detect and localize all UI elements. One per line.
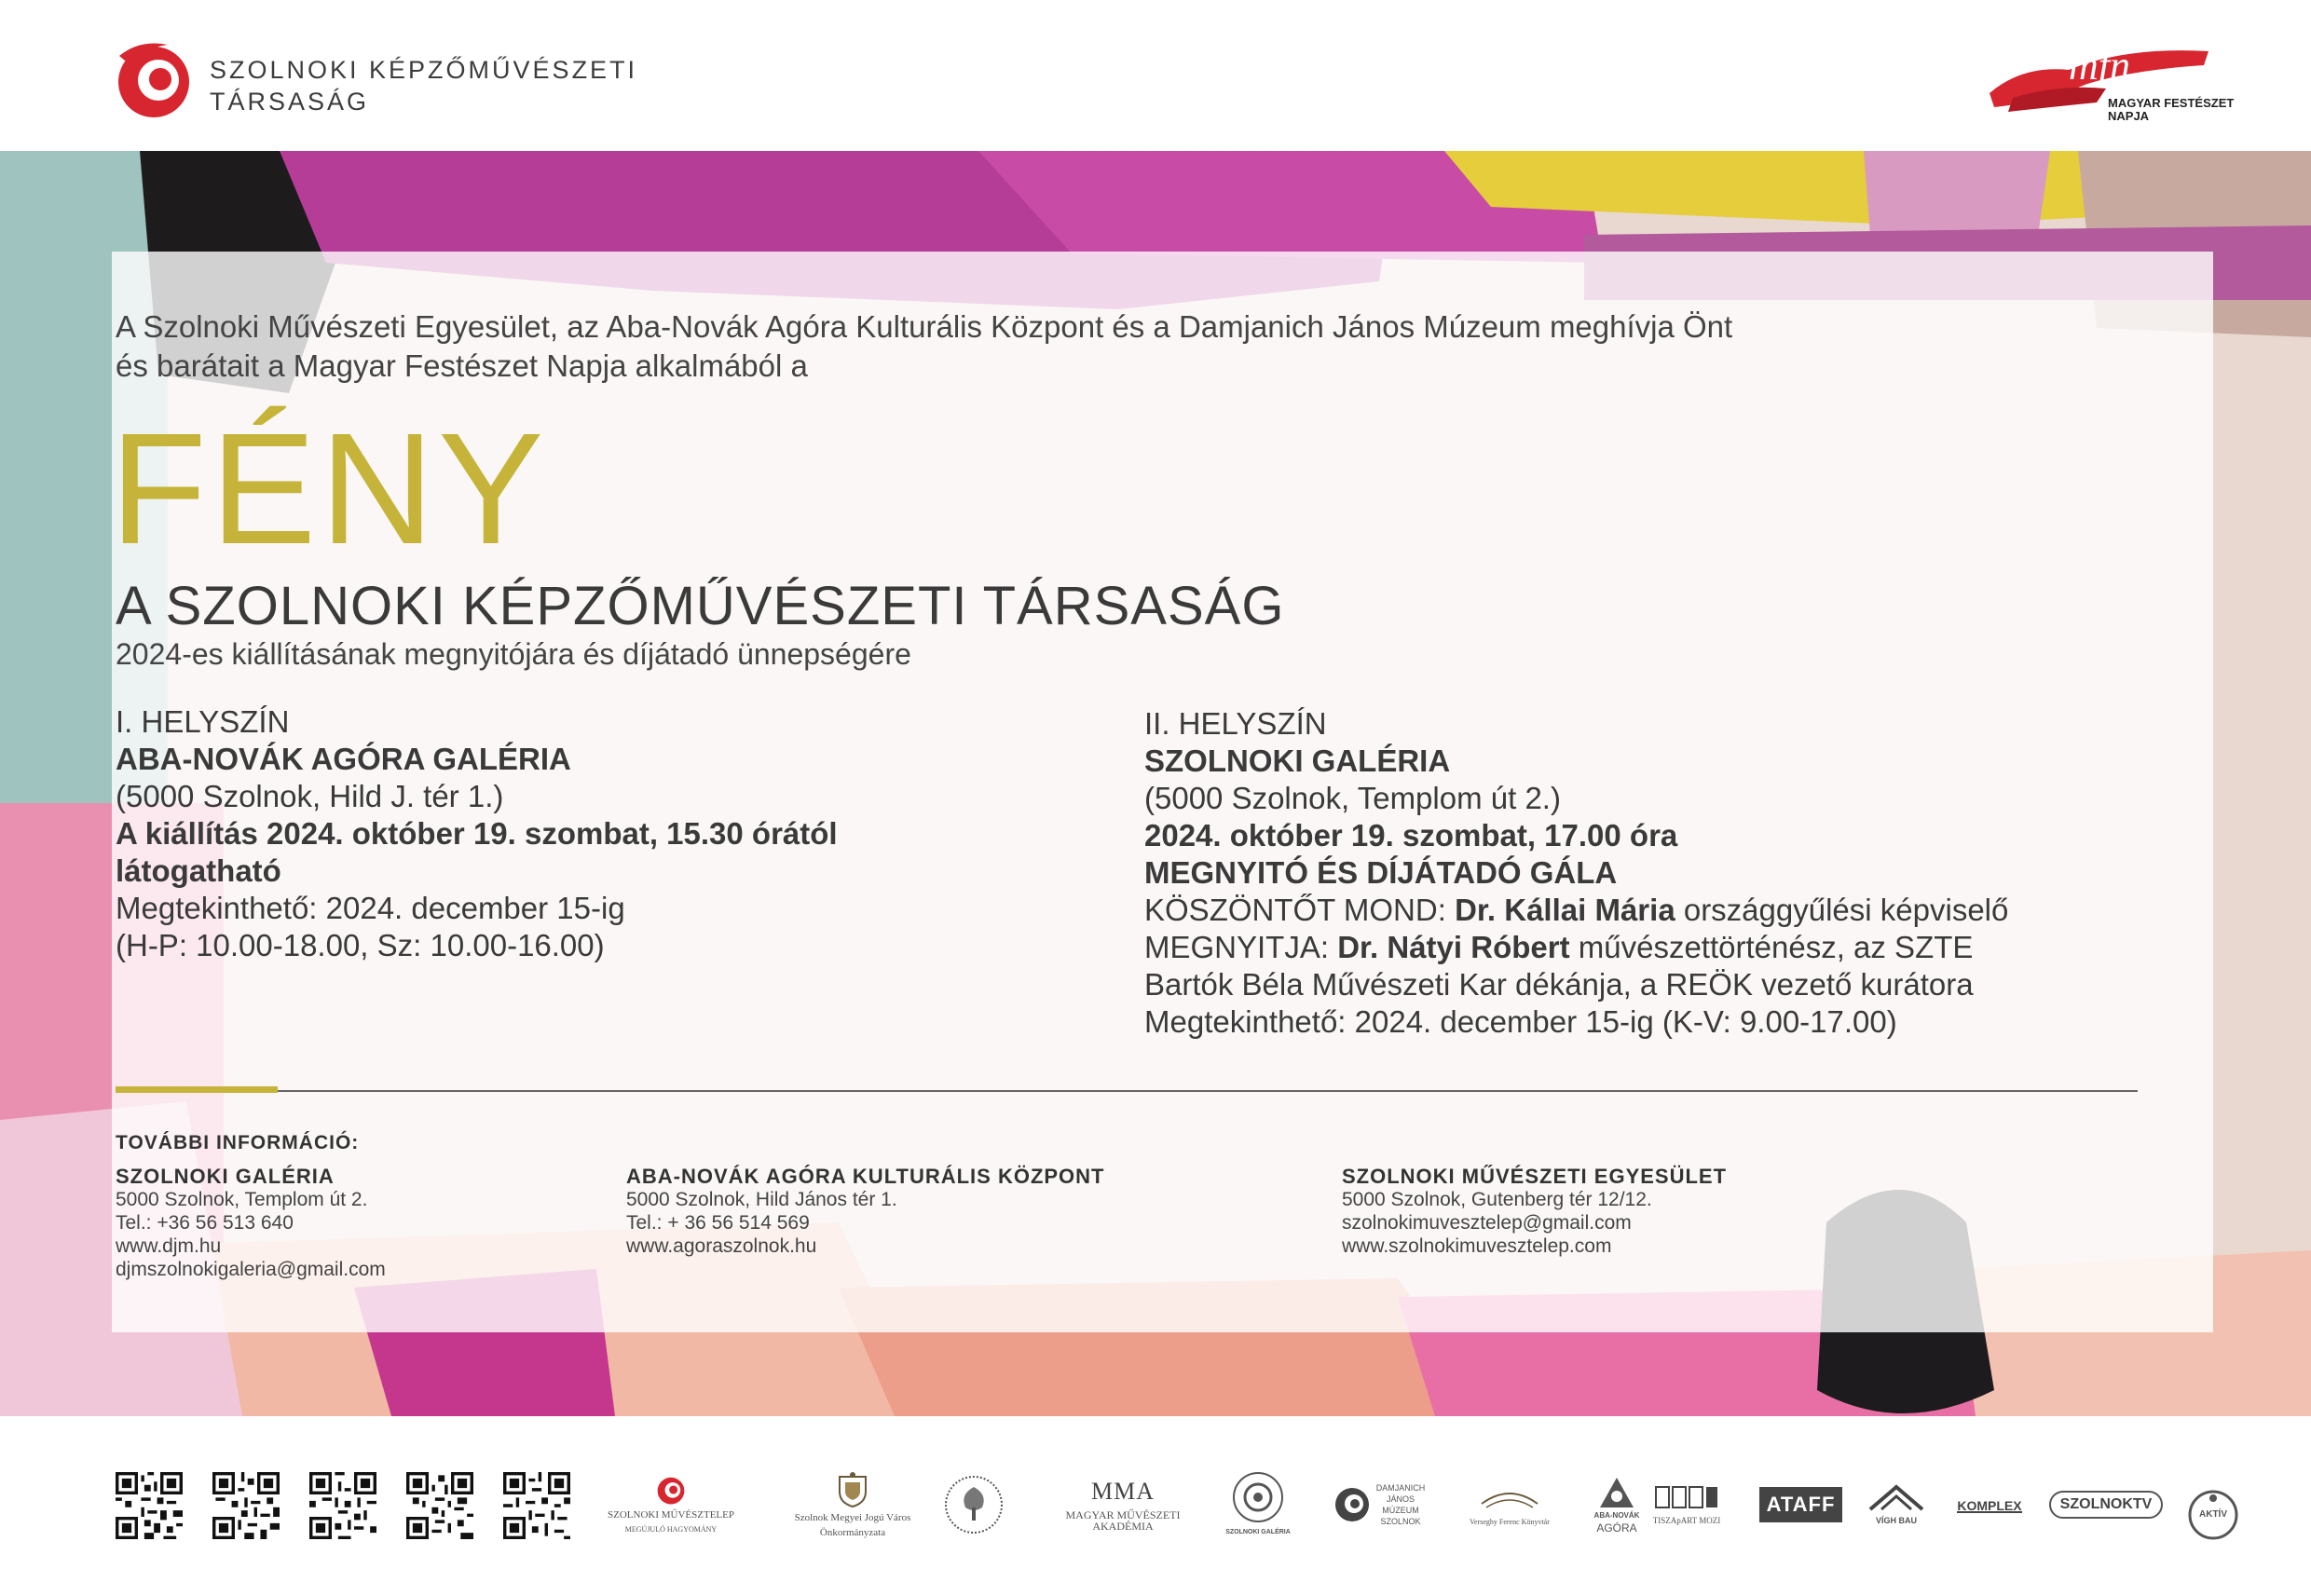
- sponsor-label: SZOLNOKI MŰVÉSZTELEP: [608, 1509, 734, 1521]
- venue1-viewable: Megtekinthető: 2024. december 15-ig: [116, 891, 625, 925]
- qr-code-icon[interactable]: [406, 1472, 473, 1539]
- contact-phone: Tel.: + 36 56 514 569: [626, 1212, 810, 1234]
- divider-line: [278, 1090, 2138, 1092]
- sponsor-label: VÍGH BAU: [1875, 1516, 1917, 1525]
- sponsor-ataff[interactable]: [1757, 1463, 1845, 1547]
- mfn-logo-text: mfn: [2069, 43, 2130, 89]
- venue2-heading: II. HELYSZÍN: [1144, 706, 1327, 741]
- venue2-name: SZOLNOKI GALÉRIA: [1144, 743, 1451, 778]
- venue1-heading: I. HELYSZÍN: [116, 704, 290, 739]
- venue2-viewable: Megtekinthető: 2024. december 15-ig (K-V: 9.00-17.00): [1144, 1004, 1897, 1039]
- ataff-logo-icon: ATAFF: [1759, 1487, 1843, 1522]
- contact-website-link[interactable]: www.agoraszolnok.hu: [626, 1235, 817, 1257]
- intro-line1: A Szolnoki Művészeti Egyesület, az Aba-Novák Agóra Kulturális Központ és a Damjanich János Múzeum meghívja Önt: [116, 309, 1733, 344]
- szkt-logo-icon: [112, 37, 196, 121]
- org-name-line2: TÁRSASÁG: [210, 88, 370, 116]
- agora-logo-icon: [1598, 1476, 1635, 1509]
- contact-phone: Tel.: +36 56 513 640: [116, 1212, 294, 1234]
- sponsor-szolnoki-muvesztelep[interactable]: [606, 1463, 736, 1547]
- sponsor-aktiv-radio[interactable]: [2181, 1463, 2246, 1547]
- sponsor-tree-foundation[interactable]: [937, 1463, 1011, 1547]
- venue2-address: (5000 Szolnok, Templom út 2.): [1144, 781, 1561, 815]
- sponsor-label: Verseghy Ferenc Könyvtár: [1470, 1518, 1550, 1526]
- contact-name: SZOLNOKI MŰVÉSZETI EGYESÜLET: [1342, 1165, 1728, 1188]
- sponsor-label: JÁNOS: [1386, 1494, 1415, 1504]
- sponsor-komplex[interactable]: [1948, 1463, 2031, 1547]
- greeting-label: KÖSZÖNTŐT MOND:: [1144, 893, 1456, 927]
- sponsor-label: MAGYAR MŰVÉSZETI AKADÉMIA: [1065, 1508, 1181, 1533]
- sponsor-verseghy-konyvtar[interactable]: [1454, 1463, 1566, 1547]
- exhibition-subline: 2024-es kiállításának megnyitójára és díjátadó ünnepségére: [116, 637, 911, 671]
- sponsor-label: AKTÍV: [2199, 1509, 2227, 1520]
- galeria-logo-icon: [1232, 1471, 1284, 1523]
- opener-role: művészettörténész, az SZTE: [1569, 930, 1974, 964]
- sponsor-damjanich-muzeum[interactable]: [1323, 1463, 1435, 1547]
- contact-szolnoki-muveszeti-egyesulet: [1342, 1165, 1727, 1258]
- intro-line2: és barátait a Magyar Festészet Napja alkalmából a: [116, 348, 808, 383]
- org-name: [210, 54, 637, 117]
- vigh-bau-logo-icon: [1867, 1483, 1926, 1511]
- muvesztelep-logo-icon: [655, 1474, 687, 1506]
- contact-szolnoki-galeria: [116, 1165, 386, 1281]
- mfn-caption-line1: MAGYAR FESTÉSZET: [2108, 96, 2235, 110]
- venue2-greeting: [1144, 892, 2169, 929]
- gold-accent-rule: [116, 1086, 278, 1093]
- qr-code-icon[interactable]: [116, 1472, 183, 1539]
- org-name-line1: SZOLNOKI KÉPZŐMŰVÉSZETI: [210, 56, 638, 84]
- sponsor-label: SZOLNOKI GALÉRIA: [1225, 1529, 1291, 1535]
- city-crest-icon: [836, 1471, 869, 1508]
- sponsor-sublabel: MEGÚJULÓ HAGYOMÁNY: [624, 1525, 718, 1534]
- sponsor-label: MÚZEUM: [1382, 1506, 1419, 1515]
- contacts-heading: TOVÁBBI INFORMÁCIÓ:: [116, 1132, 360, 1153]
- sponsor-tiszapart-mozi[interactable]: [1640, 1463, 1733, 1547]
- tree-seal-icon: [943, 1474, 1005, 1535]
- venue1-date-line1: A kiállítás 2024. október 19. szombat, 15.30 órától: [116, 816, 838, 851]
- damjanich-logo-icon: [1333, 1486, 1371, 1523]
- contact-name: SZOLNOKI GALÉRIA: [116, 1165, 335, 1188]
- qr-code-icon[interactable]: [503, 1472, 570, 1539]
- mfn-caption-line2: NAPJA: [2108, 109, 2150, 123]
- sponsor-vigh-bau[interactable]: [1859, 1463, 1934, 1547]
- mma-logo-icon: MMA: [1090, 1478, 1155, 1505]
- venue1-hours: (H-P: 10.00-18.00, Sz: 10.00-16.00): [116, 928, 605, 962]
- sponsor-label: TISZApART MOZI: [1652, 1516, 1721, 1525]
- venue1-block: [116, 703, 1001, 964]
- cinema-logo-icon: [1654, 1483, 1719, 1511]
- sponsor-sublabel: Önkormányzata: [819, 1527, 886, 1538]
- contact-address: 5000 Szolnok, Gutenberg tér 12/12.: [1342, 1189, 1652, 1210]
- contact-email-link[interactable]: djmszolnokigaleria@gmail.com: [116, 1259, 386, 1280]
- venue2-block: [1144, 705, 2169, 1041]
- sponsor-szolnok-tv[interactable]: [2050, 1463, 2162, 1547]
- exhibition-title: FÉNY: [110, 401, 548, 578]
- contact-address: 5000 Szolnok, Hild János tér 1.: [626, 1189, 897, 1210]
- greeting-name: Dr. Kállai Mária: [1455, 893, 1675, 927]
- sponsor-label: DAMJANICH: [1375, 1483, 1426, 1493]
- contact-website-link[interactable]: www.djm.hu: [116, 1235, 222, 1257]
- venue2-opener: [1144, 929, 2169, 966]
- contact-name: ABA-NOVÁK AGÓRA KULTURÁLIS KÖZPONT: [626, 1165, 1105, 1188]
- greeting-role: országgyűlési képviselő: [1675, 893, 2009, 927]
- venue2-event: MEGNYITÓ ÉS DÍJÁTADÓ GÁLA: [1144, 855, 1618, 890]
- szolnoktv-logo-icon: SZOLNOKTV: [2049, 1491, 2164, 1519]
- sponsor-label: Szolnok Megyei Jogú Város: [794, 1512, 911, 1523]
- venue1-address: (5000 Szolnok, Hild J. tér 1.): [116, 779, 504, 813]
- sponsor-label: ABA-NOVÁK: [1593, 1511, 1640, 1520]
- sponsor-mma[interactable]: [1039, 1463, 1207, 1547]
- venue2-opener-role2: Bartók Béla Művészeti Kar dékánja, a REÖK vezető kurátora: [1144, 967, 1974, 1002]
- sponsor-label: SZOLNOK: [1380, 1517, 1421, 1526]
- sponsor-szolnoki-galeria[interactable]: [1221, 1463, 1295, 1547]
- opener-name: Dr. Nátyi Róbert: [1337, 930, 1570, 964]
- qr-code-icon[interactable]: [212, 1472, 280, 1539]
- opener-label: MEGNYITJA:: [1144, 930, 1338, 964]
- venue1-date-line2: látogatható: [116, 853, 281, 888]
- contact-website-link[interactable]: www.szolnokimuvesztelep.com: [1342, 1235, 1612, 1257]
- library-logo-icon: [1477, 1481, 1542, 1513]
- mfn-caption: [2108, 97, 2234, 123]
- intro-text: [116, 307, 2072, 386]
- sponsor-label: AGÓRA: [1596, 1521, 1637, 1535]
- sponsor-szolnok-city[interactable]: [783, 1463, 923, 1547]
- contact-address: 5000 Szolnok, Templom út 2.: [116, 1189, 368, 1210]
- komplex-logo-icon: KOMPLEX: [1957, 1498, 2022, 1513]
- exhibition-subtitle: A SZOLNOKI KÉPZŐMŰVÉSZETI TÁRSASÁG: [116, 576, 1285, 636]
- damjanich-text: [1376, 1482, 1426, 1527]
- venue2-date: 2024. október 19. szombat, 17.00 óra: [1144, 818, 1678, 853]
- contact-email-link[interactable]: szolnokimuvesztelep@gmail.com: [1342, 1212, 1632, 1234]
- contact-aba-novak-agora: [626, 1165, 1105, 1258]
- qr-code-icon[interactable]: [309, 1472, 376, 1539]
- venue1-name: ABA-NOVÁK AGÓRA GALÉRIA: [116, 742, 571, 776]
